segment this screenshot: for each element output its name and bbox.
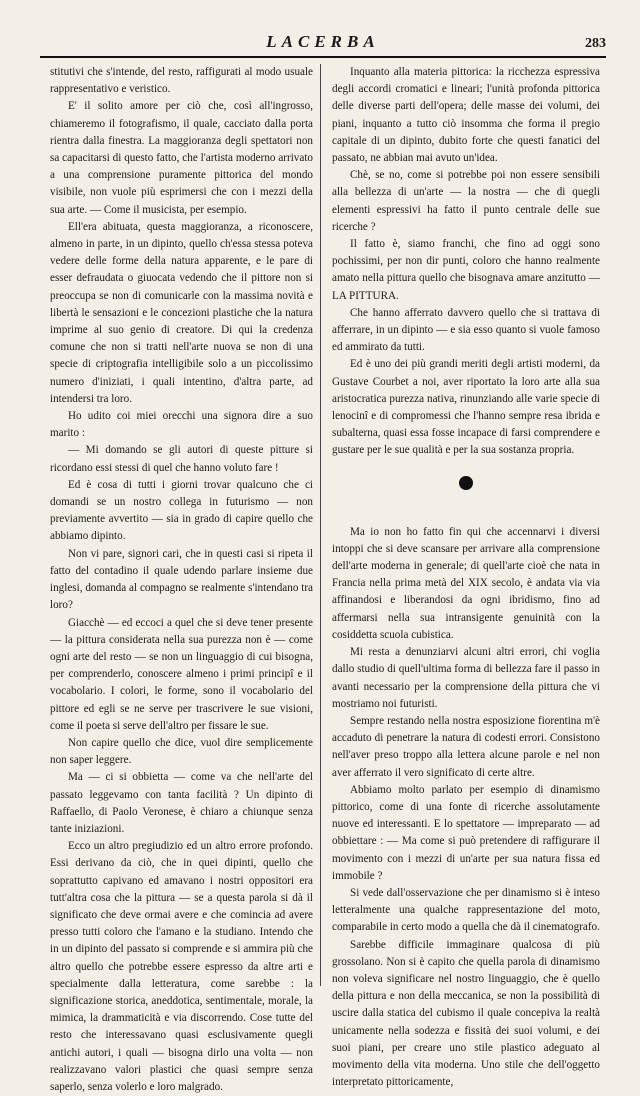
paragraph: Inquanto alla materia pittorica: la ricchezza espressiva degli accordi cromatici e lineari; l'unità profonda pittorica delle diverse parti dell'opera; delle masse dei volumi, dei piani, inquanto a tutto ciò insomma che forma il pregio capitale di un dipinto, dubito forte che questi fanatici del passato, ne abbian mai avuto un'idea. — [332, 66, 600, 165]
page-header — [40, 32, 606, 54]
paragraph: E' il solito amore per ciò che, così all'ingrosso, chiameremo il fotografismo, il quale, cacciato dalla porta rientra dalla finestra. La maggioranza degli spettatori non sa capacitarsi di questo fatto, che l'artista moderno arrivato a una comprensione puramente pittorica del mondo visibile, non vuole più esprimersi che con i mezzi della sua arte. — Come il musicista, per esempio. — [50, 100, 313, 216]
bullet-dot-icon — [459, 476, 473, 490]
paragraph: Abbiamo molto parlato per esempio di dinamismo pittorico, come di una fonte di ricerche assolutamente nuove ed interessanti. E lo spettatore — impreparato — ad obbiettare : — Ma come si può pretendere di raffigurare il movimento con i mezzi di un'arte per sua natura fissa ed immobile ? — [332, 783, 600, 882]
paragraph: Sempre restando nella nostra esposizione fiorentina m'è accaduto di penetrare la natura di codesti errori. Consistono nell'aver preso troppo alla lettera alcune parole e nel non aver afferrato il vero significato di certe altre. — [332, 714, 600, 779]
paragraph: Ecco un altro pregiudizio ed un altro errore profondo. Essi derivano da ciò, che in quei dipinti, quello che soprattutto capivano ed amavano i nostri oppositori era tutt'altra cosa che la pittura — se a questa parola si dà il significato che deve ormai avere e che comincia ad avere presso tutti coloro che l'amano e la studiano. Intendo che in un dipinto del passato si comprende e si ammira più che altro quello che potrebbe essere espresso da altre arti e specialmente dalla letteratura, come sarebbe : la significazione storica, aneddotica, sentimentale, morale, la mimica, la drammaticità e via discorrendo. Cose tutte del resto che interessavano quasi esclusivamente quegli antichi autori, i quali — bisogna dirlo una volta — non realizzavano valori plastici che quasi sempre senza saperlo, senza volerlo e loro malgrado. — [50, 840, 313, 1093]
paragraph: Non vi pare, signori cari, che in questi casi si ripeta il fatto del contadino il quale udendo parlare insieme due inglesi, domanda al compagno se realmente s'intendano tra loro? — [50, 547, 313, 612]
paragraph: Ed è uno dei più grandi meriti degli artisti moderni, da Gustave Courbet a noi, aver riportato la loro arte alla sua aristocratica purezza nativa, rinunziando alle varie specie di lenocinî e di compromessi che l'hanno sempre resa ibrida e subalterna, quasi essa fosse incapace di farsi comprendere e gustare per le sue qualità e per la sua sostanza propria. — [332, 358, 600, 457]
header-rule — [40, 56, 606, 58]
paragraph: Si vede dall'osservazione che per dinamismo si è inteso letteralmente una qualche rappresentazione del moto, comparabile in certo modo a quella che dà il cinematografo. — [332, 886, 600, 934]
paragraph: Che hanno afferrato davvero quello che si trattava di afferrare, in un dipinto — e sia esso quanto si vuole famoso ed ammirato da tutti. — [332, 306, 600, 354]
column-divider — [320, 64, 321, 986]
paragraph: Ma io non ho fatto fin qui che accennarvi i diversi intoppi che si deve scansare per arrivare alla comprensione dell'arte moderna in generale; di quell'arte cioè che nata in Francia nella prima metà del XIX secolo, è andata via via affinandosi e liberandosi da ogni ibridismo, fino ad affermarsi nella sua intransigente genuinità con la cosiddetta scuola cubistica. — [332, 525, 600, 641]
paragraph: Mi resta a denunziarvi alcuni altri errori, chi voglia dallo studio di quell'ultima forma di bellezza fare il passo in avanti necessario per la comprensione della pittura che vi mostriamo noi futuristi. — [332, 646, 600, 710]
paragraph: Ma — ci si obbietta — come va che nell'arte del passato leggevamo con tanta facilità ? Un dipinto di Raffaello, di Paolo Veronese, è chiaro a chiunque senza tante iniziazioni. — [50, 771, 313, 835]
paragraph: — Mi domando se gli autori di queste pitture si ricordano essi stessi di quel che hanno voluto fare ! — [50, 444, 313, 474]
paragraph: Sarebbe difficile immaginare qualcosa di più grossolano. Non si è capito che quella parola di dinamismo non voleva significare nel nostro linguaggio, che è quello della pittura e non della meccanica, se non la possibilità di uscire dalla statica del cubismo il quale concepiva la realtà unicamente nella sodezza e fissità dei suoi volumi, e dei suoi piani, per creare uno stile plastico adeguato al movimento della vita moderna. Uno stile che dell'oggetto interpretato pittoricamente, — [332, 938, 600, 1089]
paragraph: Chè, se no, come si potrebbe poi non essere sensibili alla bellezza di un'arte — la nostra — che di quegli elementi espressivi ha fatto il punto centrale delle sue ricerche ? — [332, 169, 600, 233]
page-number: 283 — [585, 36, 606, 51]
masthead-title: LACERBA — [266, 32, 380, 51]
left-column — [50, 64, 313, 1096]
paragraph: Ell'era abituata, questa maggioranza, a riconoscere, almeno in parte, in un dipinto, quello ch'essa stessa poteva vedere delle forme della natura apparente, e le pare di esser defraudata o giuocata vedendo che il pittore non si preoccupa se non di comunicarle con la massima novità e libertà le sensazioni e le concezioni plastiche che la natura imprime al suo genio di creatore. Di qui la credenza comune che non si tratti nell'arte nuova se non di una specie di criptografia intelligibile solo a un piccolissimo numero d'iniziati, i quali intentino, d'altra parte, ad intendersi tra loro. — [50, 220, 313, 405]
right-column — [332, 64, 600, 1091]
paragraph: Non capire quello che dice, vuol dire semplicemente non saper leggere. — [50, 736, 313, 767]
paragraph: Giacchè — ed eccoci a quel che si deve tener presente — la pittura considerata nella sua purezza non è — come ogni arte del resto — se non un linguaggio di cui bisogna, per comprenderlo, conoscere almeno i primi principî e il vocabolario. I colori, le forme, sono il vocabolario del pittore ed egli se ne serve per trascrivere le sue visioni, come il poeta si serve dell'altro per fissare le sue. — [50, 616, 313, 732]
paragraph: stitutivi che s'intende, del resto, raffigurati al modo usuale rappresentativo e veristico. — [50, 66, 313, 96]
paragraph: Il fatto è, siamo franchi, che fino ad oggi sono pochissimi, per non dir punti, coloro che hanno realmente amato nella pittura quello che bisognava amare anzitutto — LA PITTURA. — [332, 238, 600, 302]
paragraph: Ho udito coi miei orecchi una signora dire a suo marito : — [50, 410, 313, 440]
paragraph: Ed è cosa di tutti i giorni trovar qualcuno che ci domandi se un nostro collega in futurismo — non previamente avvertito — sia in grado di capire quello che abbiamo dipinto. — [50, 478, 313, 543]
section-separator — [332, 460, 600, 524]
